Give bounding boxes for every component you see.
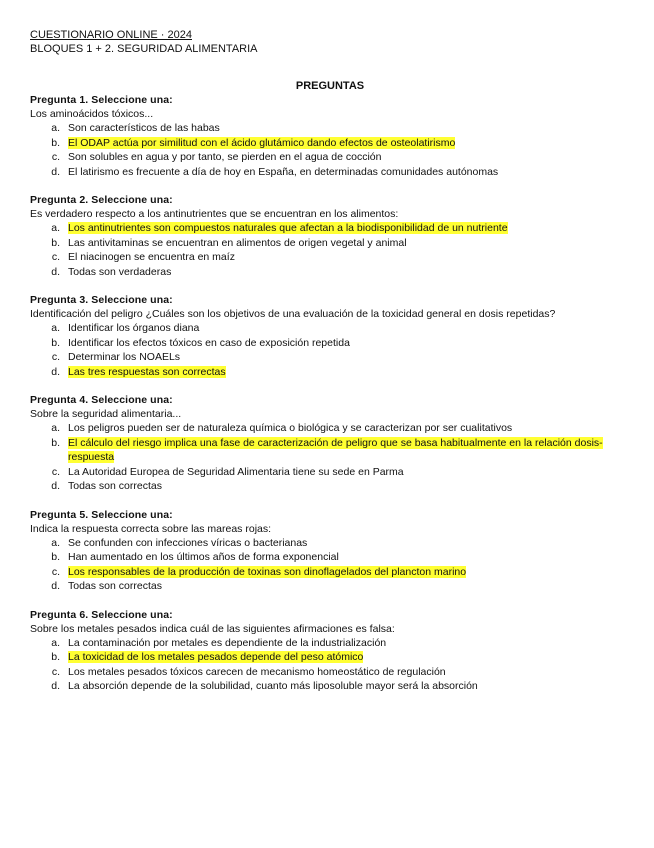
- answer-option: [30, 579, 630, 594]
- question-block: [30, 508, 630, 594]
- answer-option: [30, 165, 630, 180]
- option-text-wrapper: [68, 579, 630, 594]
- answer-option-highlighted: [30, 650, 630, 665]
- option-text: Las tres respuestas son correctas: [68, 365, 226, 378]
- answer-option: [30, 236, 630, 251]
- question-statement: Sobre la seguridad alimentaria...: [30, 408, 182, 420]
- answer-option: [30, 350, 630, 365]
- answer-option: [30, 536, 630, 551]
- option-text: Todas son verdaderas: [68, 265, 172, 278]
- option-text: Todas son correctas: [68, 480, 162, 492]
- answer-option-highlighted: [30, 221, 630, 236]
- option-letter: b.: [51, 436, 60, 449]
- option-text-wrapper: [68, 436, 630, 465]
- option-letter: c.: [51, 251, 60, 263]
- question-title: Pregunta 5. Seleccione una:: [30, 508, 173, 521]
- option-letter: d.: [51, 580, 60, 592]
- option-text: La Autoridad Europea de Seguridad Alimentaria tiene su sede en Parma: [68, 465, 404, 478]
- question-statement: Sobre los metales pesados indica cuál de las siguientes afirmaciones es falsa:: [30, 622, 395, 635]
- option-letter: d.: [51, 365, 60, 378]
- option-text: Los responsables de la producción de toxinas son dinoflagelados del plancton marino: [68, 565, 467, 578]
- answer-option: [30, 121, 630, 136]
- option-letter: d.: [51, 680, 60, 692]
- option-letter: c.: [51, 565, 60, 578]
- answer-option: [30, 336, 630, 351]
- question-statement: Indica la respuesta correcta sobre las mareas rojas:: [30, 522, 272, 535]
- answer-option-highlighted: [30, 565, 630, 580]
- question-statement: Es verdadero respecto a los antinutrientes que se encuentran en los alimentos:: [30, 208, 399, 220]
- option-text: Determinar los NOAELs: [68, 351, 181, 363]
- answer-option: [30, 265, 630, 280]
- option-text-wrapper: [68, 636, 630, 651]
- answer-option: [30, 250, 630, 265]
- header-subtitle: BLOQUES 1 + 2. SEGURIDAD ALIMENTARIA: [30, 43, 258, 55]
- option-text-wrapper: [68, 421, 630, 436]
- option-letter: b.: [51, 236, 60, 249]
- option-letter: a.: [51, 422, 60, 434]
- question-block: [30, 608, 630, 694]
- option-text-wrapper: [68, 336, 630, 351]
- option-text-wrapper: [68, 679, 630, 694]
- option-text-wrapper: [68, 221, 630, 236]
- option-text: El niacinogen se encuentra en maíz: [68, 251, 235, 263]
- option-text: Los peligros pueden ser de naturaleza química o biológica y se caracterizan por ser cualitativos: [68, 422, 513, 434]
- option-text: Son solubles en agua y por tanto, se pierden en el agua de cocción: [68, 151, 382, 163]
- option-letter: c.: [51, 351, 60, 363]
- option-text-wrapper: [68, 121, 630, 136]
- option-letter: a.: [51, 636, 60, 649]
- option-letter: d.: [51, 265, 60, 278]
- option-text-wrapper: [68, 350, 630, 365]
- option-text: La contaminación por metales es dependiente de la industrialización: [68, 636, 387, 649]
- header-title: CUESTIONARIO ONLINE · 2024: [30, 29, 192, 41]
- answer-option: [30, 150, 630, 165]
- answer-option: [30, 550, 630, 565]
- question-block: [30, 93, 630, 179]
- option-text-wrapper: [68, 665, 630, 680]
- option-text: La absorción depende de la solubilidad, cuanto más liposoluble mayor será la absorción: [68, 680, 478, 692]
- option-letter: c.: [51, 665, 60, 678]
- question-statement: Identificación del peligro ¿Cuáles son los objetivos de una evaluación de la toxicidad general en dosis repetidas?: [30, 308, 556, 320]
- option-text-wrapper: [68, 365, 630, 380]
- option-text-wrapper: [68, 650, 630, 665]
- option-text-wrapper: [68, 250, 630, 265]
- option-text-wrapper: [68, 321, 630, 336]
- option-letter: b.: [51, 136, 60, 149]
- option-text-wrapper: [68, 565, 630, 580]
- option-text: Identificar los órganos diana: [68, 322, 200, 334]
- option-letter: c.: [51, 465, 60, 478]
- question-title: Pregunta 1. Seleccione una:: [30, 94, 173, 106]
- option-text: El cálculo del riesgo implica una fase de caracterización de peligro que se basa habitualmente en la relación dosis-respuesta: [68, 436, 603, 463]
- section-title: PREGUNTAS: [295, 80, 365, 92]
- answer-option: [30, 421, 630, 436]
- answer-option: [30, 465, 630, 480]
- option-letter: b.: [51, 551, 60, 563]
- question-title: Pregunta 4. Seleccione una:: [30, 394, 173, 406]
- option-text: Los metales pesados tóxicos carecen de mecanismo homeostático de regulación: [68, 665, 446, 678]
- answer-option: [30, 665, 630, 680]
- option-text-wrapper: [68, 265, 630, 280]
- question-statement: Los aminoácidos tóxicos...: [30, 108, 154, 120]
- answer-option-highlighted: [30, 436, 630, 465]
- option-text: El ODAP actúa por similitud con el ácido glutámico dando efectos de osteolatirismo: [68, 136, 456, 149]
- question-title: Pregunta 3. Seleccione una:: [30, 294, 173, 306]
- answer-option: [30, 479, 630, 494]
- option-text-wrapper: [68, 465, 630, 480]
- answer-option: [30, 679, 630, 694]
- option-text: Han aumentado en los últimos años de forma exponencial: [68, 551, 339, 563]
- option-letter: c.: [51, 151, 60, 163]
- option-letter: d.: [51, 165, 60, 178]
- question-block: [30, 193, 630, 279]
- question-title: Pregunta 6. Seleccione una:: [30, 608, 173, 621]
- option-text: Todas son correctas: [68, 580, 162, 592]
- answer-option: [30, 636, 630, 651]
- option-letter: d.: [51, 480, 60, 492]
- option-letter: a.: [51, 122, 60, 134]
- option-letter: b.: [51, 651, 60, 663]
- option-text: La toxicidad de los metales pesados depende del peso atómico: [68, 651, 364, 663]
- option-letter: a.: [51, 222, 60, 234]
- option-text-wrapper: [68, 550, 630, 565]
- option-text-wrapper: [68, 236, 630, 251]
- document-page: [30, 28, 630, 694]
- option-letter: b.: [51, 336, 60, 349]
- option-text-wrapper: [68, 479, 630, 494]
- option-letter: a.: [51, 322, 60, 334]
- answer-option-highlighted: [30, 136, 630, 151]
- questions-list: [30, 93, 630, 694]
- option-text-wrapper: [68, 165, 630, 180]
- option-text: Identificar los efectos tóxicos en caso de exposición repetida: [68, 336, 350, 349]
- option-text: El latirismo es frecuente a día de hoy en España, en determinadas comunidades autónomas: [68, 165, 499, 178]
- option-text: Se confunden con infecciones víricas o bacterianas: [68, 536, 308, 549]
- option-text: Los antinutrientes son compuestos naturales que afectan a la biodisponibilidad de un nutriente: [68, 222, 508, 234]
- option-letter: a.: [51, 536, 60, 549]
- question-block: [30, 293, 630, 379]
- answer-option: [30, 321, 630, 336]
- option-text-wrapper: [68, 536, 630, 551]
- option-text-wrapper: [68, 136, 630, 151]
- option-text-wrapper: [68, 150, 630, 165]
- question-block: [30, 393, 630, 494]
- question-title: Pregunta 2. Seleccione una:: [30, 194, 173, 206]
- option-text: Las antivitaminas se encuentran en alimentos de origen vegetal y animal: [68, 236, 407, 249]
- option-text: Son característicos de las habas: [68, 122, 220, 134]
- answer-option-highlighted: [30, 365, 630, 380]
